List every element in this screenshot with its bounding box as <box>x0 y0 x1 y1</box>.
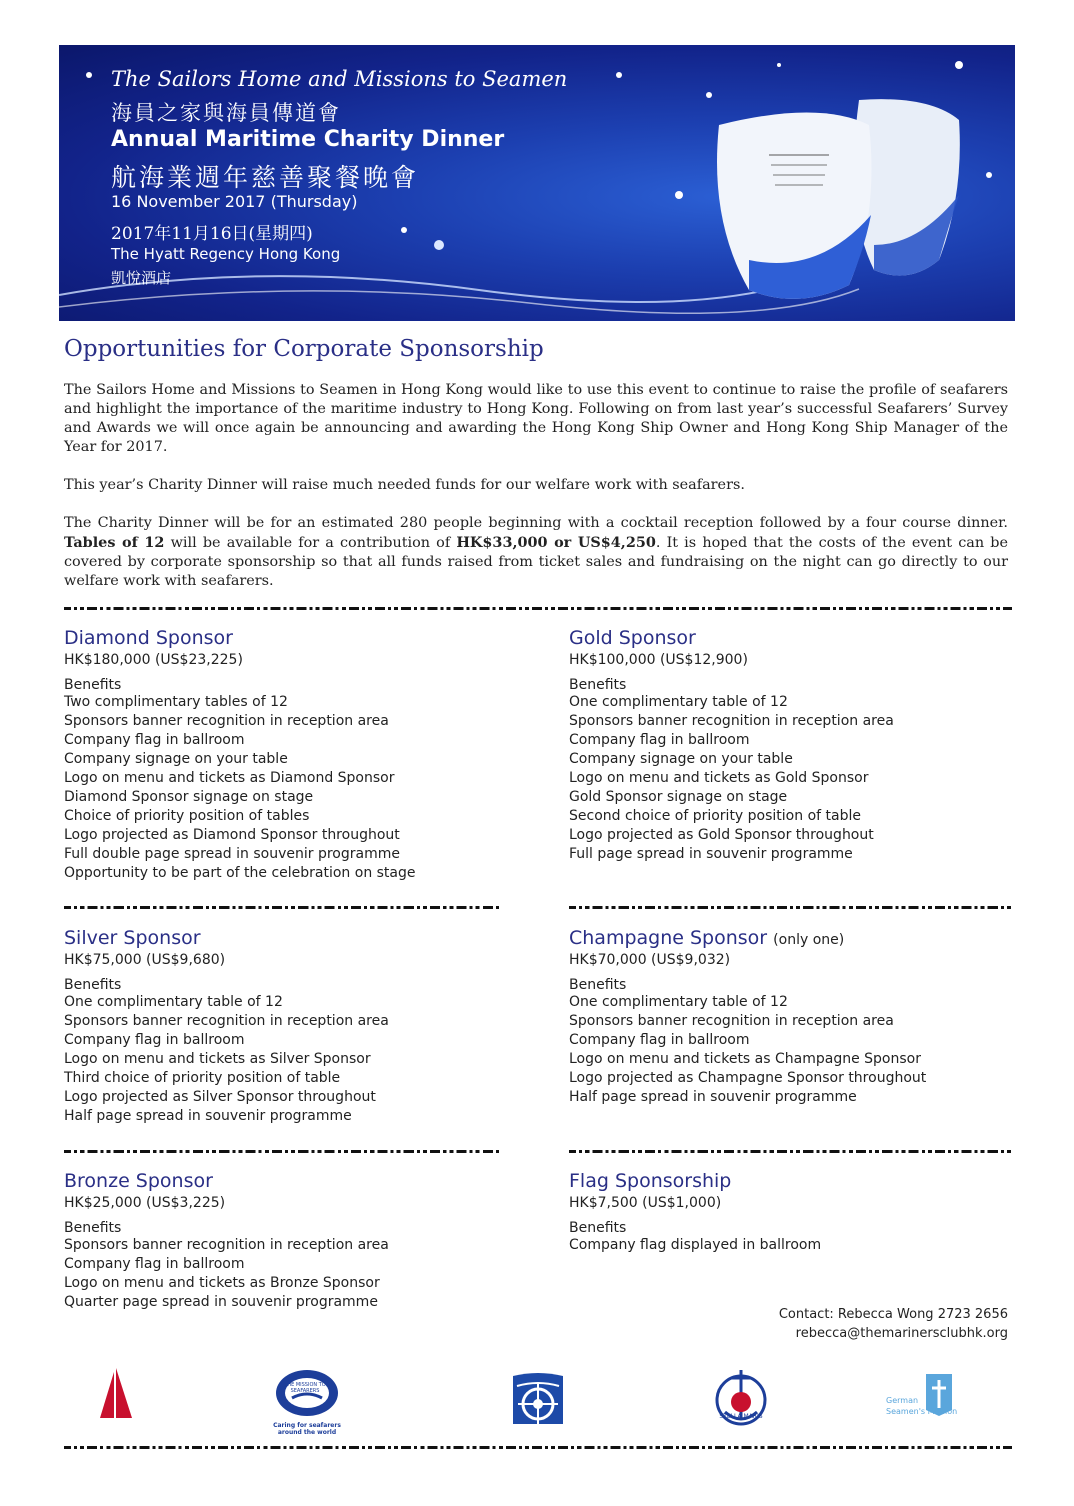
sponsor-title: Flag Sponsorship <box>569 1170 732 1192</box>
contact-info <box>779 1305 1008 1343</box>
list-item: Company flag in ballroom <box>569 1032 750 1048</box>
banner-title-chinese: 海員之家與海員傳道會 <box>111 101 341 125</box>
benefits-label: Benefits <box>569 977 627 993</box>
divider <box>64 1150 500 1153</box>
list-item: Logo projected as Gold Sponsor throughout <box>569 827 874 843</box>
benefits-list <box>569 993 926 1107</box>
list-item: Gold Sponsor signage on stage <box>569 789 788 805</box>
list-item: One complimentary table of 12 <box>64 994 283 1010</box>
list-item: Logo on menu and tickets as Gold Sponsor <box>569 770 869 786</box>
list-item: Company flag in ballroom <box>64 1032 245 1048</box>
list-item: Choice of priority position of tables <box>64 808 310 824</box>
german-logo-text-2: Seamen's Mission <box>886 1407 958 1416</box>
list-item: Logo projected as Diamond Sponsor throughout <box>64 827 400 843</box>
benefits-list <box>64 693 416 883</box>
intro-paragraph-3: The Charity Dinner will be for an estimated 280 people beginning with a cocktail reception followed by a four course dinner. Tables of 12 will be available for a contribution of HK$33,000 or US$4,250. It is hoped that the costs of the event can be covered by corporate sponsorship so that all funds raised from ticket sales and fundraising on the night can go directly to our welfare work with seafarers. <box>64 515 1008 589</box>
list-item: Logo on menu and tickets as Champagne Sponsor <box>569 1051 921 1067</box>
list-item: Full page spread in souvenir programme <box>569 846 853 862</box>
sponsor-price: HK$180,000 (US$23,225) <box>64 652 243 668</box>
diamond-sponsor-section <box>64 627 416 883</box>
ship-wheel-logo <box>509 1372 567 1428</box>
list-item: Half page spread in souvenir programme <box>569 1089 857 1105</box>
list-item: Sponsors banner recognition in reception area <box>64 1013 389 1029</box>
list-item: Opportunity to be part of the celebration on stage <box>64 865 416 881</box>
benefits-list <box>64 1236 389 1312</box>
list-item: Diamond Sponsor signage on stage <box>64 789 314 805</box>
divider <box>64 607 1012 610</box>
list-item: Sponsors banner recognition in reception area <box>64 713 389 729</box>
list-item: Company flag displayed in ballroom <box>569 1237 822 1253</box>
sponsor-title: Silver Sponsor <box>64 927 201 949</box>
german-seamens-mission-logo <box>886 1372 966 1430</box>
list-item: Second choice of priority position of table <box>569 808 861 824</box>
sponsor-title: Champagne Sponsor (only one) <box>569 927 845 949</box>
intro-paragraph-2: This year’s Charity Dinner will raise much needed funds for our welfare work with seafarers. <box>64 477 745 493</box>
mission-logo-text: THE MISSION TO SEAFARERS <box>284 1382 326 1394</box>
stella-maris-text: STELLA MARIS <box>719 1413 763 1420</box>
divider <box>569 906 1012 909</box>
sail-logo <box>98 1366 134 1422</box>
list-item: One complimentary table of 12 <box>569 994 788 1010</box>
sponsor-price: HK$70,000 (US$9,032) <box>569 952 731 968</box>
list-item: Quarter page spread in souvenir programme <box>64 1294 378 1310</box>
list-item: Sponsors banner recognition in reception area <box>569 713 894 729</box>
list-item: Sponsors banner recognition in reception area <box>64 1237 389 1253</box>
list-item: Full double page spread in souvenir programme <box>64 846 400 862</box>
list-item: Company flag in ballroom <box>64 732 245 748</box>
contact-email: rebecca@themarinersclubhk.org <box>795 1326 1008 1341</box>
list-item: Third choice of priority position of table <box>64 1070 341 1086</box>
list-item: Company signage on your table <box>569 751 793 767</box>
banner-event-name: Annual Maritime Charity Dinner <box>111 127 505 152</box>
benefits-label: Benefits <box>64 677 122 693</box>
sponsor-price: HK$100,000 (US$12,900) <box>569 652 748 668</box>
benefits-label: Benefits <box>569 1220 627 1236</box>
contact-name-phone: Contact: Rebecca Wong 2723 2656 <box>778 1307 1008 1322</box>
intro-paragraph-1: The Sailors Home and Missions to Seamen in Hong Kong would like to use this event to continue to raise the profile of seafarers and highlight the importance of the maritime industry to Hong Kong. Following on from last year’s successful Seafarers’ Survey and Awards we will once again be announcing and awarding the Hong Kong Ship Owner and Hong Kong Ship Manager of the Year for 2017. <box>64 382 1008 455</box>
list-item: Company flag in ballroom <box>569 732 750 748</box>
header-banner <box>59 45 1015 321</box>
banner-date: 16 November 2017 (Thursday) <box>111 192 358 211</box>
list-item: Company signage on your table <box>64 751 288 767</box>
benefits-label: Benefits <box>64 977 122 993</box>
sponsor-title: Gold Sponsor <box>569 627 696 649</box>
list-item: Logo on menu and tickets as Diamond Sponsor <box>64 770 395 786</box>
divider <box>64 906 500 909</box>
sponsor-note: (only one) <box>773 932 845 948</box>
banner-venue-chinese: 凱悅酒店 <box>111 269 172 287</box>
list-item: Company flag in ballroom <box>64 1256 245 1272</box>
benefits-list <box>64 993 389 1126</box>
mission-tagline-1: Caring for seafarers <box>273 1422 341 1429</box>
sponsor-price: HK$25,000 (US$3,225) <box>64 1195 226 1211</box>
banner-date-chinese: 2017年11月16日(星期四) <box>111 224 313 244</box>
list-item: Logo on menu and tickets as Bronze Sponsor <box>64 1275 380 1291</box>
benefits-label: Benefits <box>64 1220 122 1236</box>
flag-sponsorship-section <box>569 1170 821 1255</box>
page-heading: Opportunities for Corporate Sponsorship <box>64 336 544 362</box>
sponsor-price: HK$7,500 (US$1,000) <box>569 1195 722 1211</box>
list-item: One complimentary table of 12 <box>569 694 788 710</box>
sponsor-title: Diamond Sponsor <box>64 627 233 649</box>
list-item: Two complimentary tables of 12 <box>64 694 288 710</box>
stella-maris-logo <box>711 1366 771 1428</box>
banner-venue: The Hyatt Regency Hong Kong <box>111 245 341 263</box>
german-logo-text-1: German <box>886 1396 919 1405</box>
divider <box>64 1446 1012 1449</box>
gold-sponsor-section <box>569 627 894 864</box>
mission-to-seafarers-logo <box>272 1368 342 1436</box>
banner-event-chinese: 航海業週年慈善聚餐晚會 <box>111 163 420 192</box>
list-item: Logo projected as Silver Sponsor throughout <box>64 1089 376 1105</box>
mission-tagline-2: around the world <box>277 1429 337 1436</box>
benefits-list <box>569 693 894 864</box>
list-item: Logo projected as Champagne Sponsor throughout <box>569 1070 927 1086</box>
list-item: Logo on menu and tickets as Silver Sponsor <box>64 1051 371 1067</box>
champagne-sponsor-section <box>569 927 926 1107</box>
list-item: Half page spread in souvenir programme <box>64 1108 352 1124</box>
benefits-list <box>569 1236 821 1255</box>
divider <box>569 1150 1012 1153</box>
list-item: Sponsors banner recognition in reception area <box>569 1013 894 1029</box>
silver-sponsor-section <box>64 927 389 1126</box>
sponsor-price: HK$75,000 (US$9,680) <box>64 952 226 968</box>
sponsor-title: Bronze Sponsor <box>64 1170 213 1192</box>
bronze-sponsor-section <box>64 1170 389 1312</box>
benefits-label: Benefits <box>569 677 627 693</box>
banner-title: The Sailors Home and Missions to Seamen <box>111 67 568 91</box>
